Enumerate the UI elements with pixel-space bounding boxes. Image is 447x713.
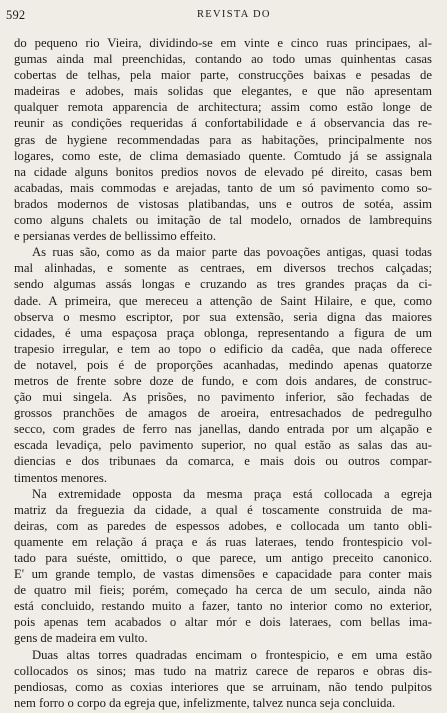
- page-number: 592: [6, 8, 26, 22]
- text-line: timentos menores.: [14, 470, 108, 485]
- text-line: gumas ainda mal preenchidas, contando ao todo umas quinhentas casas: [14, 52, 432, 67]
- text-line: qualquer remota apparencia de architectura; assim como estão longe de: [14, 100, 432, 115]
- text-line: dade. A primeira, que mereceu a attenção de Saint Hilaire, e que, como: [14, 293, 432, 308]
- paragraph: [14, 647, 432, 711]
- text-line: cidades, é uma espaçosa praça oblonga, representando a figura de um: [14, 325, 432, 340]
- text-line: madeiras e adobes, mais solidas que elegantes, e que não apresentam: [14, 84, 432, 99]
- paragraph: [14, 244, 432, 485]
- text-line: collocados os sinos; mas tudo na matriz carece de reparos e obras dis-: [14, 663, 432, 678]
- text-line: na cidade alguns bonitos predios novos de elevado pé direito, casas bem: [14, 164, 432, 179]
- text-line: pendiosas, como as coxias interiores que se arruinam, não tendo pulpitos: [14, 679, 432, 694]
- text-line: como alguns chalets ou imitação de tal modelo, ornados de lambrequins: [14, 213, 432, 228]
- text-line: nem forro o corpo da egreja que, infelizmente, talvez nunca seja concluida.: [14, 695, 396, 710]
- text-line: E' um grande templo, de vastas dimensões e capacidade para conter mais: [14, 567, 432, 582]
- text-line: Duas altas torres quadradas encimam o frontespicio, e em uma estão: [32, 647, 432, 662]
- text-line: acabadas, mais commodas e arejadas, tanto de um só pavimento como so-: [14, 180, 432, 195]
- text-line: e persianas verdes de bellissimo effeito.: [14, 229, 216, 244]
- paragraph: [14, 35, 432, 244]
- text-line: está concluido, restando muito a fazer, tanto no interior como no exterior,: [14, 599, 432, 614]
- text-line: do pequeno rio Vieira, dividindo-se em vinte e cinco ruas principaes, al-: [14, 36, 432, 50]
- text-line: observa o mesmo escriptor, por sua extensão, seria digna das maiores: [14, 309, 432, 324]
- text-line: reunir as condições requeridas á confortabilidade e á observancia das re-: [14, 116, 432, 131]
- text-line: escada levadiça, pelo pavimento superior, no qual estão as salas das au-: [14, 438, 432, 453]
- text-line: deiras, com as paredes de espessos adobes, e collocada um tanto obli-: [14, 518, 432, 533]
- text-line: Na extremidade opposta da mesma praça está collocada a egreja: [32, 486, 432, 501]
- running-head: REVISTA DO: [197, 9, 271, 20]
- text-line: de quatro mil fieis; porém, começado ha cerca de um seculo, ainda não: [14, 583, 432, 598]
- text-line: metros de frente sobre doze de fundo, e com dois andares, de construc-: [14, 373, 432, 388]
- page-header: [0, 8, 447, 24]
- text-line: pois apenas tem acabados o altar mór e dois lateraes, com bellas ima-: [14, 615, 432, 630]
- text-line: grossos pranchões de amagos de aroeira, entresachados de pedregulho: [14, 406, 432, 421]
- text-line: ção mui singela. As prisões, no pavimento inferior, são fechadas de: [14, 390, 432, 405]
- text-line: sendo algumas assás longas e cruzando as tres grandes praças da ci-: [14, 277, 432, 292]
- text-line: As ruas são, como as da maior parte das povoações antigas, quasi todas: [32, 245, 432, 260]
- text-line: mal alinhadas, e somente as centraes, em diversos trechos calçadas;: [14, 261, 432, 276]
- text-line: de notavel, pois é de proporções acanhadas, medindo apenas quatorze: [14, 357, 432, 372]
- text-line: logares, como este, de clima demasiado quente. Comtudo já se assignala: [14, 148, 432, 163]
- text-line: tado para suéste, omittido, o que parece, um antigo preceito canonico.: [14, 551, 432, 565]
- text-line: secco, com grades de ferro nas janellas, dando entrada por um alçapão e: [14, 422, 432, 437]
- text-line: gras de hygiene recommendadas para as habitações, principalmente nos: [14, 132, 432, 147]
- text-line: diencias e dos tribunaes da comarca, e mais dois ou outros compar-: [14, 454, 432, 469]
- text-line: quamente em relação á praça e ás ruas lateraes, tendo frontespicio vol-: [14, 534, 432, 549]
- text-line: matriz da freguezia da cidade, a qual é toscamente construida de ma-: [14, 502, 432, 517]
- text-line: brados modernos de vistosas platibandas, uns e outros de sotéa, assim: [14, 196, 432, 211]
- paragraph: [14, 486, 432, 647]
- text-line: gens de madeira em vulto.: [14, 631, 148, 646]
- text-line: trapesio irregular, e tem ao topo o edificio da cadêa, que nada offerece: [14, 341, 432, 356]
- body-text: [14, 35, 432, 711]
- text-line: cobertas de telhas, pela maior parte, construcções baixas e pesadas de: [14, 68, 432, 83]
